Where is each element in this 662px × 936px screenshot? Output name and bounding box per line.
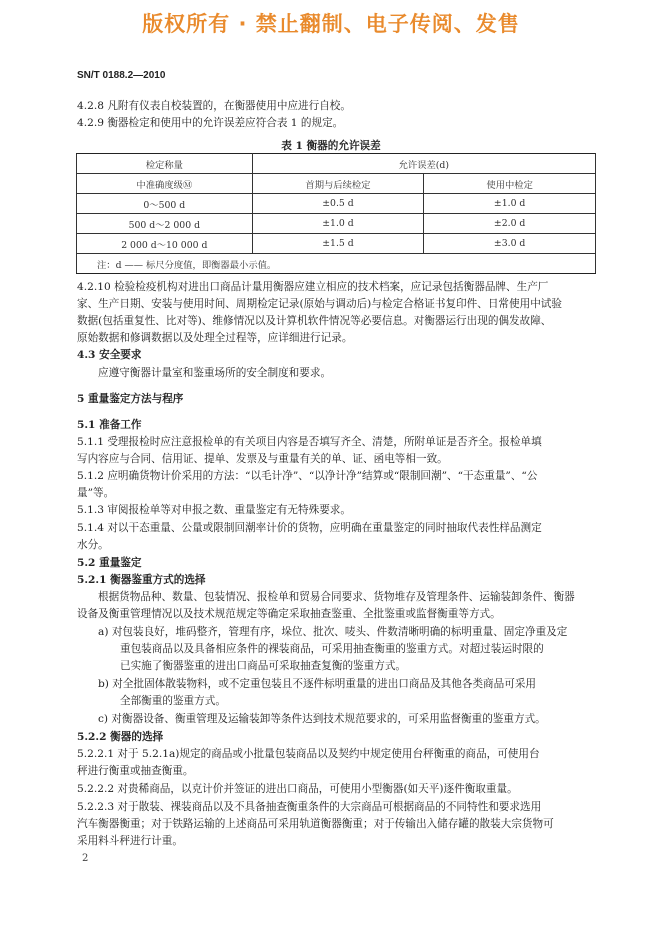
section-heading-5: 5 重量鉴定方法与程序 xyxy=(77,393,184,405)
section-heading-4-3: 4.3 安全要求 xyxy=(77,349,142,361)
list-item-a: a) 对包装良好，堆码整齐，管理有序，垛位、批次、唛头、件数清晰明确的标明重量、固定净重及定 xyxy=(98,626,568,638)
clause-5-1-1-line: 5.1.1 受理报检时应注意报检单的有关项目内容是否填写齐全、清楚，所附单证是否齐全。报检单填 xyxy=(77,436,542,448)
clause-4-2-10-line: 数据(包括重复性、比对等)、维修情况以及计算机软件情况等必要信息。对衡器运行出现的偶发故障、 xyxy=(77,315,552,327)
clause-5-1-3: 5.1.3 审阅报检单等对申报之数、重量鉴定有无特殊要求。 xyxy=(77,504,351,516)
clause-5-1-1-line: 写内容应与合同、信用证、提单、发票及与重量有关的单、证、函电等相一致。 xyxy=(77,453,448,465)
clause-5-2-2-3-line: 5.2.2.3 对于散装、裸装商品以及不具备抽查衡重条件的大宗商品可根据商品的不同特性和要求选用 xyxy=(77,801,542,813)
table-note: 注：d —— 标尺分度值，即衡器最小示值。 xyxy=(77,254,596,274)
table-header-cell: 首期与后续检定 xyxy=(252,174,424,194)
standard-number: SN/T 0188.2—2010 xyxy=(77,70,166,81)
table-header-cell: 允许误差(d) xyxy=(252,154,595,174)
section-heading-5-2: 5.2 重量鉴定 xyxy=(77,557,142,569)
table-row xyxy=(77,214,596,234)
table-header-cell: 检定称量 xyxy=(77,154,253,174)
list-item-b-cont: 全部衡重的鉴重方式。 xyxy=(120,695,226,707)
clause-5-2-2-1-line: 秤进行衡重或抽查衡重。 xyxy=(77,765,194,777)
clause-5-1-2-line: 量”等。 xyxy=(77,487,115,499)
clause-4-2-10-line: 4.2.10 检验检疫机构对进出口商品计量用衡器应建立相应的技术档案，应记录包括衡器品牌、生产厂 xyxy=(77,281,549,293)
list-item-b: b) 对全批固体散装物料，或不定重包装且不逐件标明重量的进出口商品及其他各类商品可采用 xyxy=(98,678,537,690)
table-header-cell: 中准确度级Ⓜ xyxy=(77,174,253,194)
table-cell: ±1.5 d xyxy=(252,234,424,254)
table-cell: ±1.0 d xyxy=(252,214,424,234)
table-cell: ±0.5 d xyxy=(252,194,424,214)
list-item-c: c) 对衡器设备、衡重管理及运输装卸等条件达到技术规范要求的，可采用监督衡重的鉴重方式。 xyxy=(98,713,546,725)
table-cell: ±3.0 d xyxy=(424,234,596,254)
watermark: 版权所有 · 禁止翻制、电子传阅、发售 xyxy=(142,12,520,36)
table-caption: 表 1 衡器的允许误差 xyxy=(281,140,381,152)
clause-4-2-9: 4.2.9 衡器检定和使用中的允许误差应符合表 1 的规定。 xyxy=(77,117,344,129)
page-number: 2 xyxy=(82,853,89,864)
paragraph-line: 根据货物品种、数量、包装情况、报检单和贸易合同要求、货物堆存及管理条件、运输装卸条件、衡器 xyxy=(98,591,575,603)
clause-4-2-10-line: 家、生产日期、安装与使用时间、周期检定记录(原始与调动后)与检定合格证书复印件、日常使用中试验 xyxy=(77,298,562,310)
clause-5-2-2-1-line: 5.2.2.1 对于 5.2.1a)规定的商品或小批量包装商品以及契约中规定使用台秤衡重的商品，可使用台 xyxy=(77,748,540,760)
paragraph-line: 设备及衡重管理情况以及技术规范规定等确定采取抽查鉴重、全批鉴重或监督衡重等方式。 xyxy=(77,608,501,620)
table-row xyxy=(77,194,596,214)
clause-5-2-2-3-line: 汽车衡器衡重；对于铁路运输的上述商品可采用轨道衡器衡重；对于传输出入储存罐的散装大宗货物可 xyxy=(77,818,554,830)
table-cell: 0～500 d xyxy=(77,194,253,214)
table-cell: ±1.0 d xyxy=(424,194,596,214)
clause-5-2-2-3-line: 采用料斗秤进行计重。 xyxy=(77,835,183,847)
clause-4-2-10-line: 原始数据和修调数据以及处理全过程等，应详细进行记录。 xyxy=(77,332,353,344)
clause-5-1-4-line: 水分。 xyxy=(77,539,109,551)
clause-4-2-8: 4.2.8 凡附有仪表自校装置的，在衡器使用中应进行自校。 xyxy=(77,100,351,112)
clause-5-1-4-line: 5.1.4 对以干态重量、公量或限制回潮率计价的货物，应明确在重量鉴定的同时抽取代表性样品测定 xyxy=(77,522,542,534)
section-heading-5-2-2: 5.2.2 衡器的选择 xyxy=(77,731,164,743)
clause-5-1-2-line: 5.1.2 应明确货物计价采用的方法：“以毛计净”、“以净计净”结算或“限制回潮”、“干态重量”、“公 xyxy=(77,470,538,482)
list-item-a-cont: 重包装商品以及具备相应条件的裸装商品，可采用抽查衡重的鉴重方式。对超过装运时限的 xyxy=(120,643,544,655)
section-heading-5-1: 5.1 准备工作 xyxy=(77,419,142,431)
table-row xyxy=(77,234,596,254)
section-heading-5-2-1: 5.2.1 衡器鉴重方式的选择 xyxy=(77,574,206,586)
table-cell: ±2.0 d xyxy=(424,214,596,234)
list-item-a-cont: 已实施了衡器鉴重的进出口商品可采取抽查复衡的鉴重方式。 xyxy=(120,660,407,672)
paragraph-line: 应遵守衡器计量室和鉴重场所的安全制度和要求。 xyxy=(98,367,332,379)
table-header-cell: 使用中检定 xyxy=(424,174,596,194)
clause-5-2-2-2: 5.2.2.2 对贵稀商品，以克计价并签证的进出口商品，可使用小型衡器(如天平)逐件衡取重量。 xyxy=(77,783,518,795)
table-cell: 2 000 d～10 000 d xyxy=(77,234,253,254)
table-cell: 500 d～2 000 d xyxy=(77,214,253,234)
tolerance-table xyxy=(76,153,596,274)
